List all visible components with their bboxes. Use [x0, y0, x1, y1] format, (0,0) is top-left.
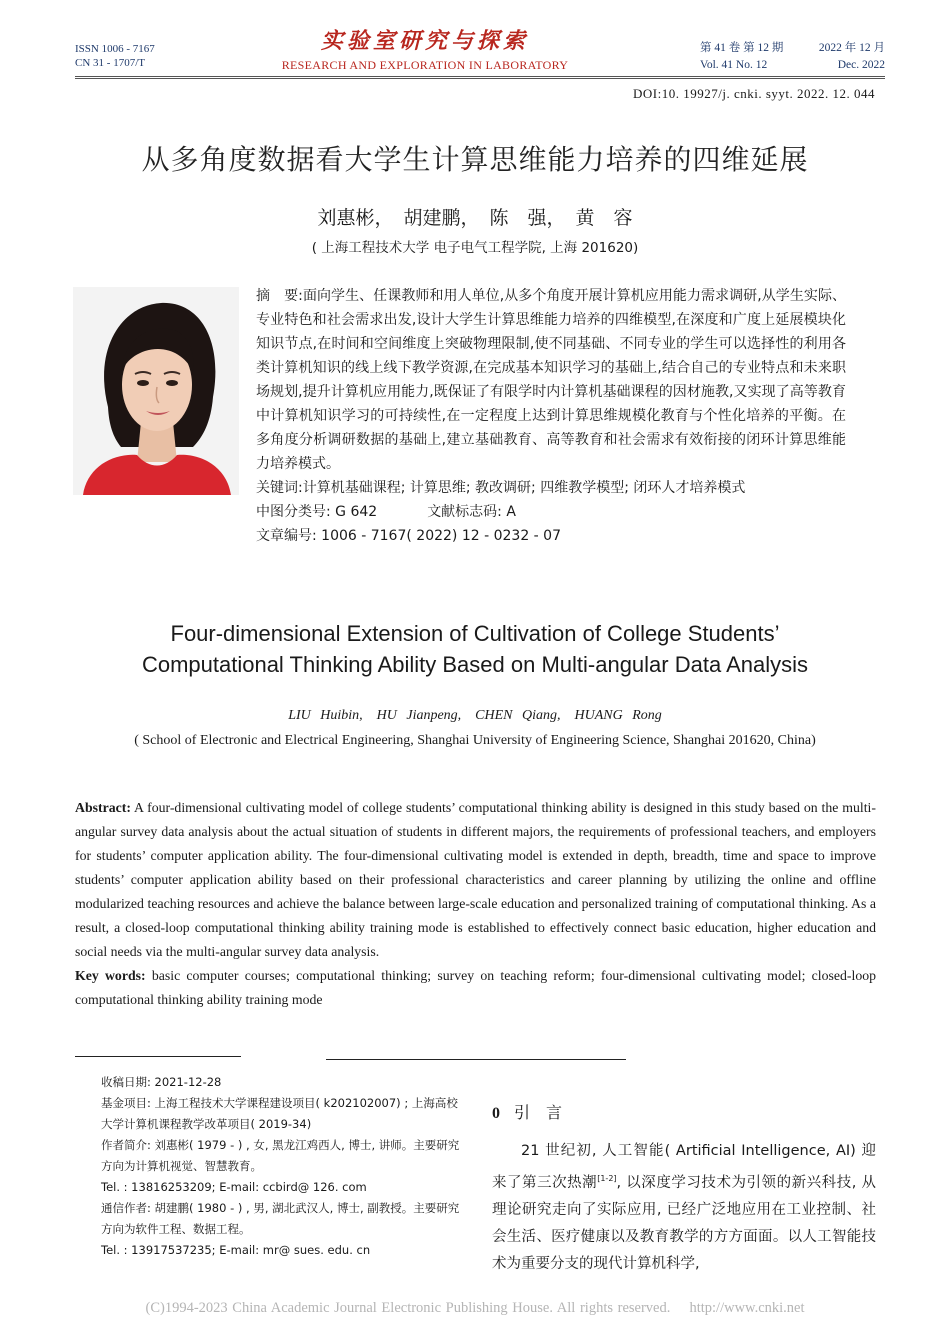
keywords-en-text: basic computer courses; computational thinking; survey on teaching reform; four-dimensional cultivating model; closed-loop computational thinking ability training mode [75, 968, 877, 1007]
header-rule [75, 76, 885, 77]
issue-info [700, 40, 885, 74]
clc-number: 中图分类号: G 642 [256, 504, 378, 520]
header-rule-double [75, 78, 885, 79]
paper-title-cn: 从多角度数据看大学生计算思维能力培养的四维延展 [141, 143, 809, 176]
keywords-cn-label: 关键词: [256, 480, 303, 496]
issn-block [75, 42, 155, 70]
intro-paragraph [492, 1138, 876, 1278]
journal-title-en: RESEARCH AND EXPLORATION IN LABORATORY [281, 58, 569, 72]
abstract-en-label: Abstract: [75, 800, 131, 815]
authors-en: LIU Huibin, HU Jianpeng, CHEN Qiang, HUANG Rong [288, 708, 662, 723]
paper-title-en-line1: Four-dimensional Extension of Cultivation of College Students’ [170, 621, 780, 646]
paper-title-en [0, 618, 950, 680]
keywords-en-label: Key words: [75, 968, 146, 983]
abstract-cn-block [256, 284, 846, 548]
volume-en: Vol. 41 No. 12 [700, 59, 768, 71]
footnote-corresponding-contact: Tel. : 13917537235; E-mail: mr@ sues. edu. cn [101, 1243, 371, 1257]
footnote-corresponding: 通信作者: 胡建鹏( 1980 - ) , 男, 湖北武汉人, 博士, 副教授。主要研究方向为软件工程、数据工程。 [101, 1201, 460, 1236]
abstract-en [75, 796, 876, 964]
author-photo [73, 287, 239, 495]
issn: ISSN 1006 - 7167 [75, 43, 155, 55]
footnote-author: 作者简介: 刘惠彬( 1979 - ) , 女, 黑龙江鸡西人, 博士, 讲师。主要研究方向为计算机视觉、智慧教育。 [101, 1138, 460, 1173]
citation-ref[interactable]: [1-2] [597, 1174, 617, 1183]
copyright-watermark: (C)1994-2023 China Academic Journal Electronic Publishing House. All rights reserved. http://www.cnki.net [145, 1300, 805, 1316]
keywords-cn-text: 计算机基础课程; 计算思维; 教改调研; 四维教学模型; 闭环人才培养模式 [302, 480, 746, 496]
intro-text-part1: 21 世纪初, 人工智能( Artificial Intelligence, AI) 迎来了第三次热潮 [492, 1143, 876, 1191]
doi[interactable]: DOI:10. 19927/j. cnki. syyt. 2022. 12. 044 [633, 86, 875, 101]
abstract-en-block [75, 796, 876, 1012]
abstract-en-text: A four-dimensional cultivating model of college students’ computational thinking ability is designed in this study based on the multi-angular survey data analysis about the actual situation of students in different majors, the requirements of professional teachers, and employers for students’ computer application ability. The four-dimensional cultivating model is extended in depth, breadth, time and space to improve students’ computer application ability based on their professional characteristics and career planning by utilizing the online and offline modularized teaching resources and achieve the balance between large-scale education and personalized training of computational thinking. As a result, a closed-loop computational thinking ability training mode is established to effectively connect basic education, higher education and social needs via the multi-angular survey data analysis. [75, 800, 876, 959]
affiliation-cn: ( 上海工程技术大学 电子电气工程学院, 上海 201620) [311, 240, 639, 256]
paper-title-en-line2: Computational Thinking Ability Based on Multi-angular Data Analysis [141, 652, 809, 677]
classification-row [256, 500, 846, 524]
section-number: 0 [492, 1105, 500, 1122]
journal-masthead [260, 28, 590, 72]
footnote-author-contact: Tel. : 13816253209; E-mail: ccbird@ 126. com [101, 1180, 367, 1194]
date-en: Dec. 2022 [837, 59, 885, 71]
section-title: 引 言 [514, 1103, 563, 1122]
authors-cn: 刘惠彬， 胡建鹏， 陈 强， 黄 容 [317, 207, 633, 229]
footnote-divider [75, 1056, 241, 1057]
abstract-cn-label: 摘 要: [256, 288, 303, 304]
cn-number: CN 31 - 1707/T [75, 57, 145, 69]
intro-body [492, 1138, 876, 1278]
abstract-cn [256, 284, 846, 476]
intro-text-part2: , 以深度学习技术为引领的新兴科技, 从理论研究走向了实际应用, 已经广泛地应用在工业控制、社会生活、医疗健康以及教育教学的方方面面。以人工智能技术为重要分支的现代计算机科学, [492, 1174, 876, 1272]
footnote-fund: 基金项目: 上海工程技术大学课程建设项目( k202102007) ; 上海高校大学计算机课程教学改革项目( 2019-34) [101, 1096, 458, 1131]
keywords-en [75, 964, 876, 1012]
column-divider [326, 1059, 626, 1060]
journal-title-cn: 实验室研究与探索 [320, 28, 529, 54]
footnote-received: 收稿日期: 2021-12-28 [101, 1075, 222, 1089]
footnotes [75, 1072, 463, 1261]
volume-cn: 第 41 卷 第 12 期 [700, 42, 784, 54]
affiliation-en: ( School of Electronic and Electrical Engineering, Shanghai University of Engineering Science, Shanghai 201620, China) [134, 733, 816, 748]
date-cn: 2022 年 12 月 [818, 42, 885, 54]
keywords-cn [256, 476, 846, 500]
abstract-cn-text: 面向学生、任课教师和用人单位,从多个角度开展计算机应用能力需求调研,从学生实际、专业特色和社会需求出发,设计大学生计算思维能力培养的四维模型,在深度和广度上延展模块化知识节点,在时间和空间维度上突破物理限制,使不同基础、不同专业的学生可以选择性的利用各类计算机知识的线上线下教学资源,在完成基本知识学习的基础上,结合自己的专业特点和未来职场规划,提升计算机应用能力,既保证了有限学时内计算机基础课程的因材施教,又实现了高等教育中计算机知识学习的可持续性,在一定程度上达到计算思维规模化教育与个性化培养的平衡。在多角度分析调研数据的基础上,建立基础教育、高等教育和社会需求有效衔接的闭环计算思维能力培养模式。 [256, 288, 846, 472]
author-portrait-image [73, 287, 239, 495]
section-heading [492, 1100, 562, 1123]
document-code: 文献标志码: A [427, 504, 516, 520]
article-number: 文章编号: 1006 - 7167( 2022) 12 - 0232 - 07 [256, 528, 561, 544]
